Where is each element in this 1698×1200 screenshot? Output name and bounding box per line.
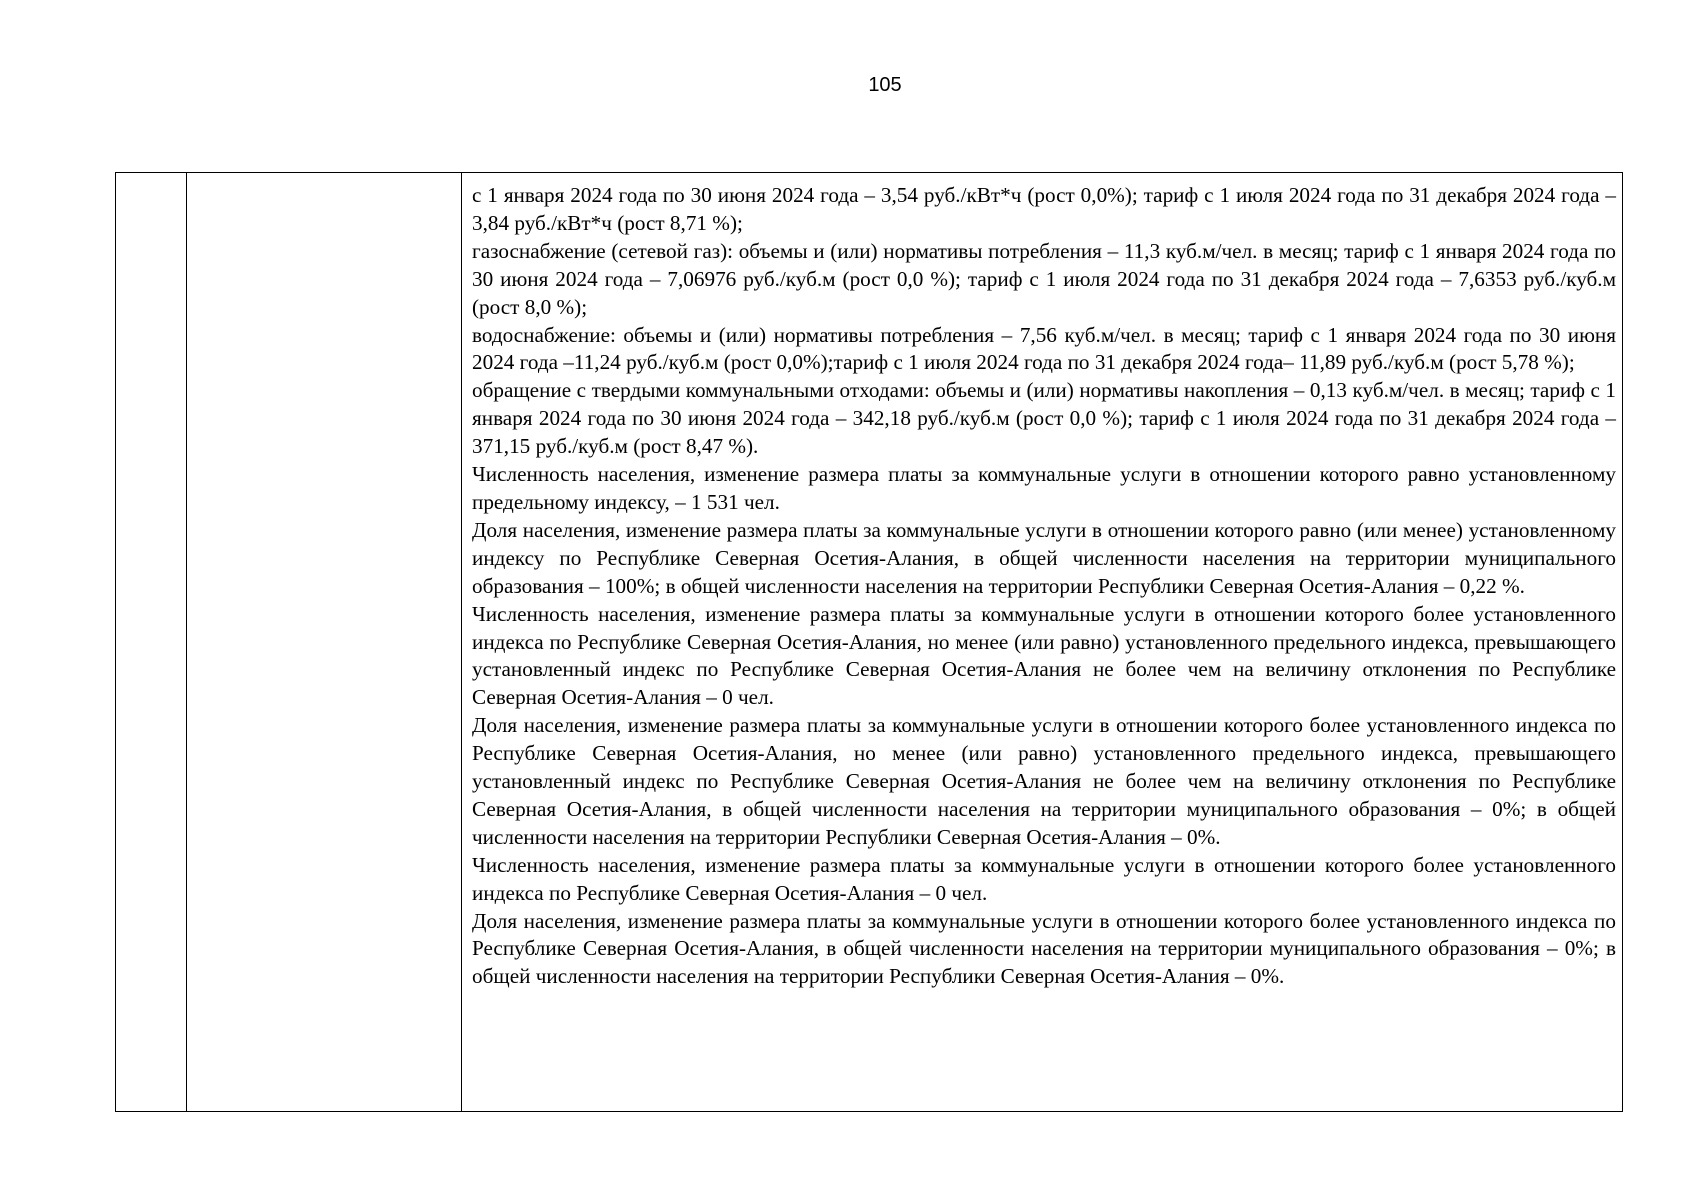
paragraph-population-equal-limit: Численность населения, изменение размера платы за коммунальные услуги в отношении которого равно установленному предельному индексу, – 1 531 чел. — [472, 462, 1616, 514]
document-table — [115, 172, 1623, 1112]
paragraph-share-more-than-index: Доля населения, изменение размера платы за коммунальные услуги в отношении которого более установленного индекса по Республике Северная Осетия-Алания, в общей численности населения на территории муниципального образования – 0%; в общей численности населения на территории Республики Северная Осетия-Алания – 0%. — [472, 908, 1616, 989]
paragraph-electricity-tariff: с 1 января 2024 года по 30 июня 2024 года – 3,54 руб./кВт*ч (рост 0,0%); тариф с 1 июля 2024 года по 31 декабря 2024 года – 3,84 руб./кВт*ч (рост 8,71 %); — [472, 183, 1616, 235]
page-number: 105 — [868, 74, 902, 96]
paragraph-water-supply: водоснабжение: объемы и (или) нормативы потребления – 7,56 куб.м/чел. в месяц; тариф с 1 января 2024 года по 30 июня 2024 года –11,24 руб./куб.м (рост 0,0%);тариф с 1 июля 2024 года по 31 декабря 2024 года– 11,89 руб./куб.м (рост 5,78 %); — [472, 322, 1616, 375]
paragraph-solid-waste: обращение с твердыми коммунальными отходами: объемы и (или) нормативы накопления – 0,13 куб.м/чел. в месяц; тариф с 1 января 2024 года по 30 июня 2024 года – 342,18 руб./куб.м (рост 0,0 %); тариф с 1 июля 2024 года по 31 декабря 2024 года –371,15 руб./куб.м (рост 8,47 %). — [472, 378, 1616, 459]
paragraph-share-equal-or-less: Доля населения, изменение размера платы за коммунальные услуги в отношении которого равно (или менее) установленному индексу по Республике Северная Осетия-Алания, в общей численности населения на территории муниципального образования – 100%; в общей численности населения на территории Республики Северная Осетия-Алания – 0,22 %. — [472, 517, 1616, 598]
paragraph-population-above-index: Численность населения, изменение размера платы за коммунальные услуги в отношении которого более установленного индекса по Республике Северная Осетия-Алания, но менее (или равно) установленного предельного индекса, превышающего установленный индекс по Республике Северная Осетия-Алания не более чем на величину отклонения по Республике Северная Осетия-Алания – 0 чел. — [472, 601, 1616, 710]
table-cell-content — [462, 173, 1623, 1112]
table-cell-empty-1 — [116, 173, 187, 1112]
paragraph-share-above-index: Доля населения, изменение размера платы за коммунальные услуги в отношении которого более установленного индекса по Республике Северная Осетия-Алания, но менее (или равно) установленного предельного индекса, превышающего установленный индекс по Республике Северная Осетия-Алания не более чем на величину отклонения по Республике Северная Осетия-Алания, в общей численности населения на территории муниципального образования – 0%; в общей численности населения на территории Республики Северная Осетия-Алания – 0%. — [472, 713, 1616, 849]
table-cell-empty-2 — [187, 173, 462, 1112]
paragraph-gas-supply: газоснабжение (сетевой газ): объемы и (или) нормативы потребления – 11,3 куб.м/чел. в месяц; тариф с 1 января 2024 года по 30 июня 2024 года – 7,06976 руб./куб.м (рост 0,0 %); тариф с 1 июля 2024 года по 31 декабря 2024 года – 7,6353 руб./куб.м (рост 8,0 %); — [472, 238, 1616, 319]
paragraph-population-more-than-index: Численность населения, изменение размера платы за коммунальные услуги в отношении которого более установленного индекса по Республике Северная Осетия-Алания – 0 чел. — [472, 852, 1616, 905]
table-row — [116, 173, 1623, 1112]
